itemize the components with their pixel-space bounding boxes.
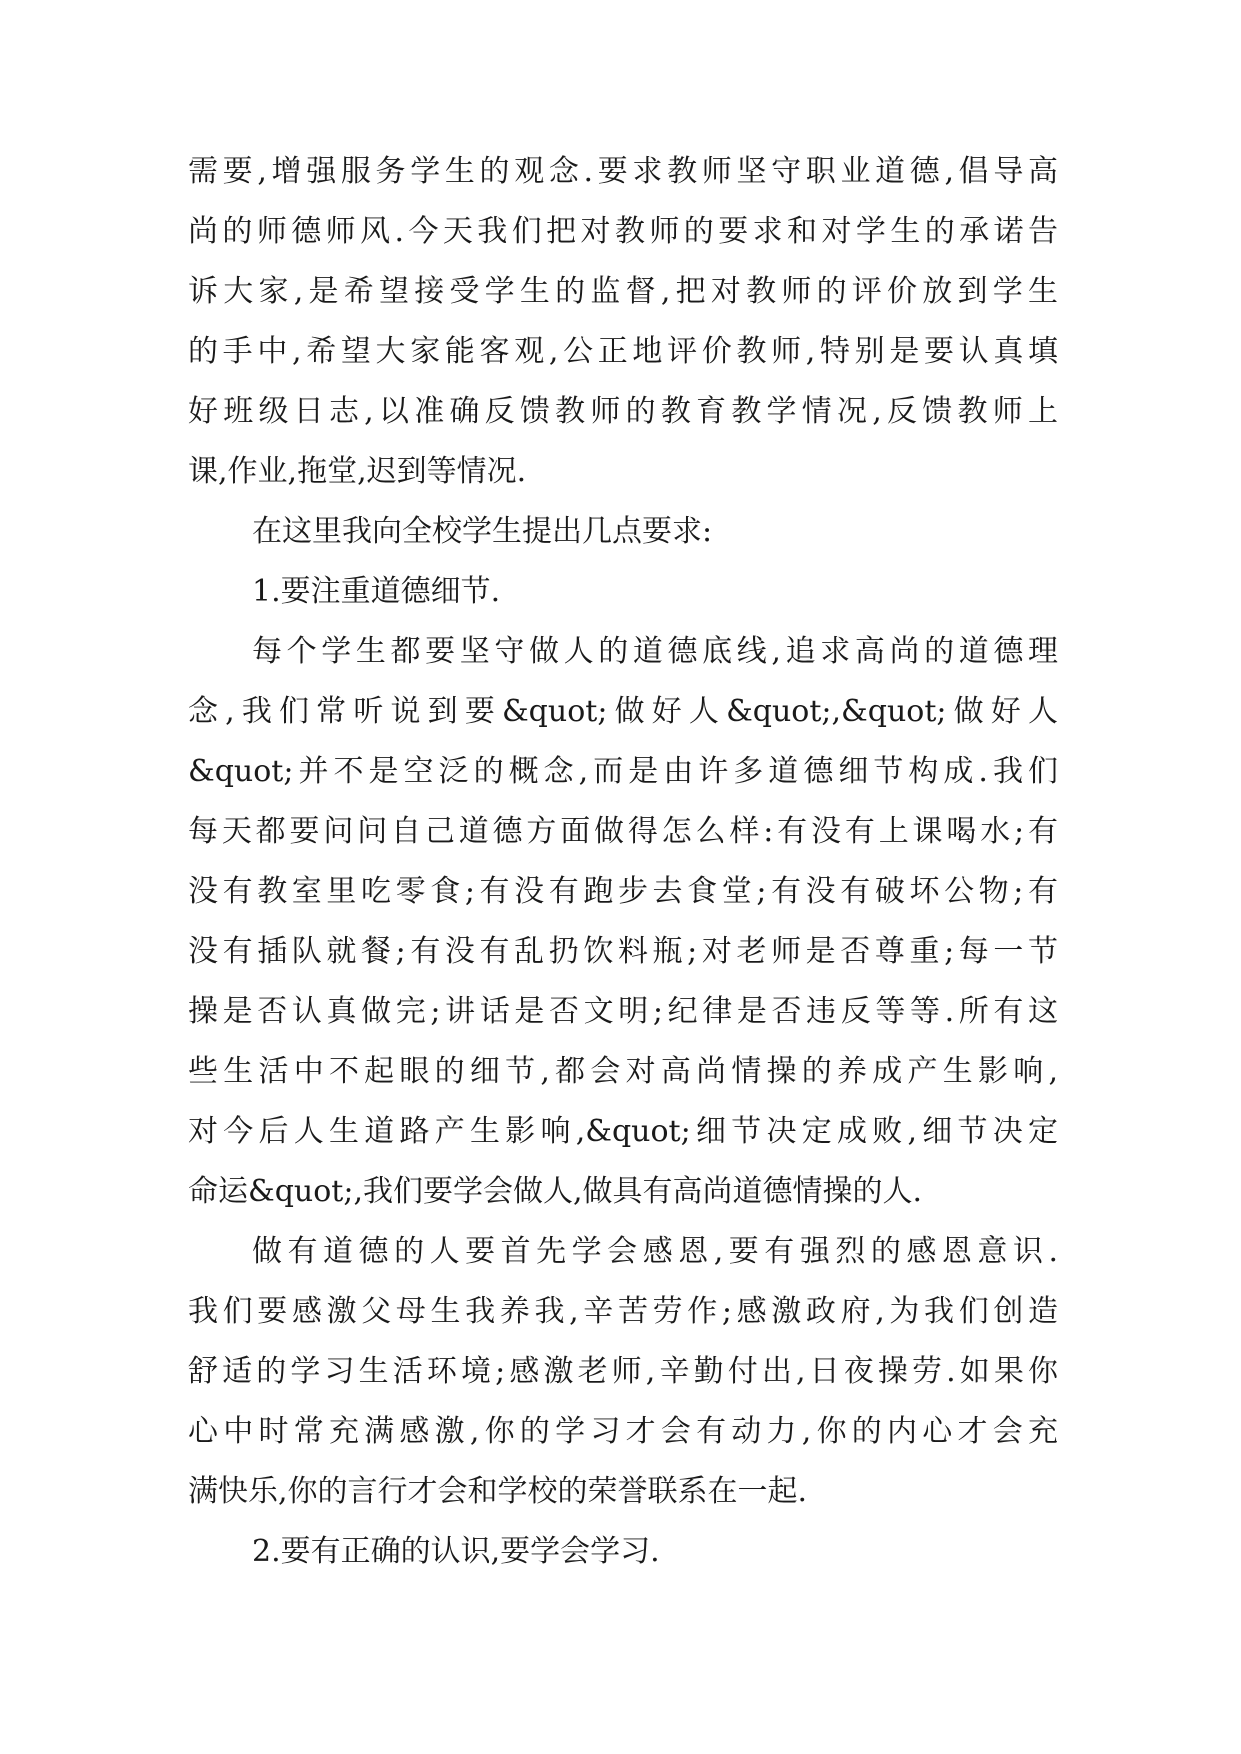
text-line: 念,我们常听说到要&quot;做好人&quot;,&quot;做好人: [188, 694, 1058, 729]
text-line: &quot;并不是空泛的概念,而是由许多道德细节构成.我们: [188, 754, 1058, 789]
text-line: 课,作业,拖堂,迟到等情况.: [188, 454, 527, 489]
paragraph-intro: 在这里我向全校学生提出几点要求:: [252, 514, 713, 549]
text-line: 对今后人生道路产生影响,&quot;细节决定成败,细节决定: [188, 1114, 1058, 1149]
text-line: 操是否认真做完;讲话是否文明;纪律是否违反等等.所有这: [188, 994, 1058, 1029]
text-line: 的手中,希望大家能客观,公正地评价教师,特别是要认真填: [188, 334, 1058, 369]
section-heading-1: 1.要注重道德细节.: [252, 574, 501, 609]
text-line: 诉大家,是希望接受学生的监督,把对教师的评价放到学生: [188, 274, 1058, 309]
text-line: 些生活中不起眼的细节,都会对高尚情操的养成产生影响,: [188, 1054, 1058, 1089]
text-line: 舒适的学习生活环境;感激老师,辛勤付出,日夜操劳.如果你: [188, 1354, 1058, 1389]
body-text: [188, 142, 1058, 1582]
text-line: 每个学生都要坚守做人的道德底线,追求高尚的道德理: [252, 634, 1058, 669]
text-line: 满快乐,你的言行才会和学校的荣誉联系在一起.: [188, 1474, 808, 1509]
text-line: 每天都要问问自己道德方面做得怎么样:有没有上课喝水;有: [188, 814, 1058, 849]
text-line: 没有教室里吃零食;有没有跑步去食堂;有没有破坏公物;有: [188, 874, 1058, 909]
text-line: 尚的师德师风.今天我们把对教师的要求和对学生的承诺告: [188, 214, 1058, 249]
text-line: 心中时常充满感激,你的学习才会有动力,你的内心才会充: [188, 1414, 1058, 1449]
text-line: 我们要感激父母生我养我,辛苦劳作;感激政府,为我们创造: [188, 1294, 1058, 1329]
text-line: 好班级日志,以准确反馈教师的教育教学情况,反馈教师上: [188, 394, 1058, 429]
text-line: 需要,增强服务学生的观念.要求教师坚守职业道德,倡导高: [188, 154, 1058, 189]
text-line: 没有插队就餐;有没有乱扔饮料瓶;对老师是否尊重;每一节: [188, 934, 1058, 969]
section-heading-2: 2.要有正确的认识,要学会学习.: [252, 1534, 660, 1569]
text-line: 命运&quot;,我们要学会做人,做具有高尚道德情操的人.: [188, 1174, 923, 1209]
text-line: 做有道德的人要首先学会感恩,要有强烈的感恩意识.: [252, 1234, 1058, 1269]
